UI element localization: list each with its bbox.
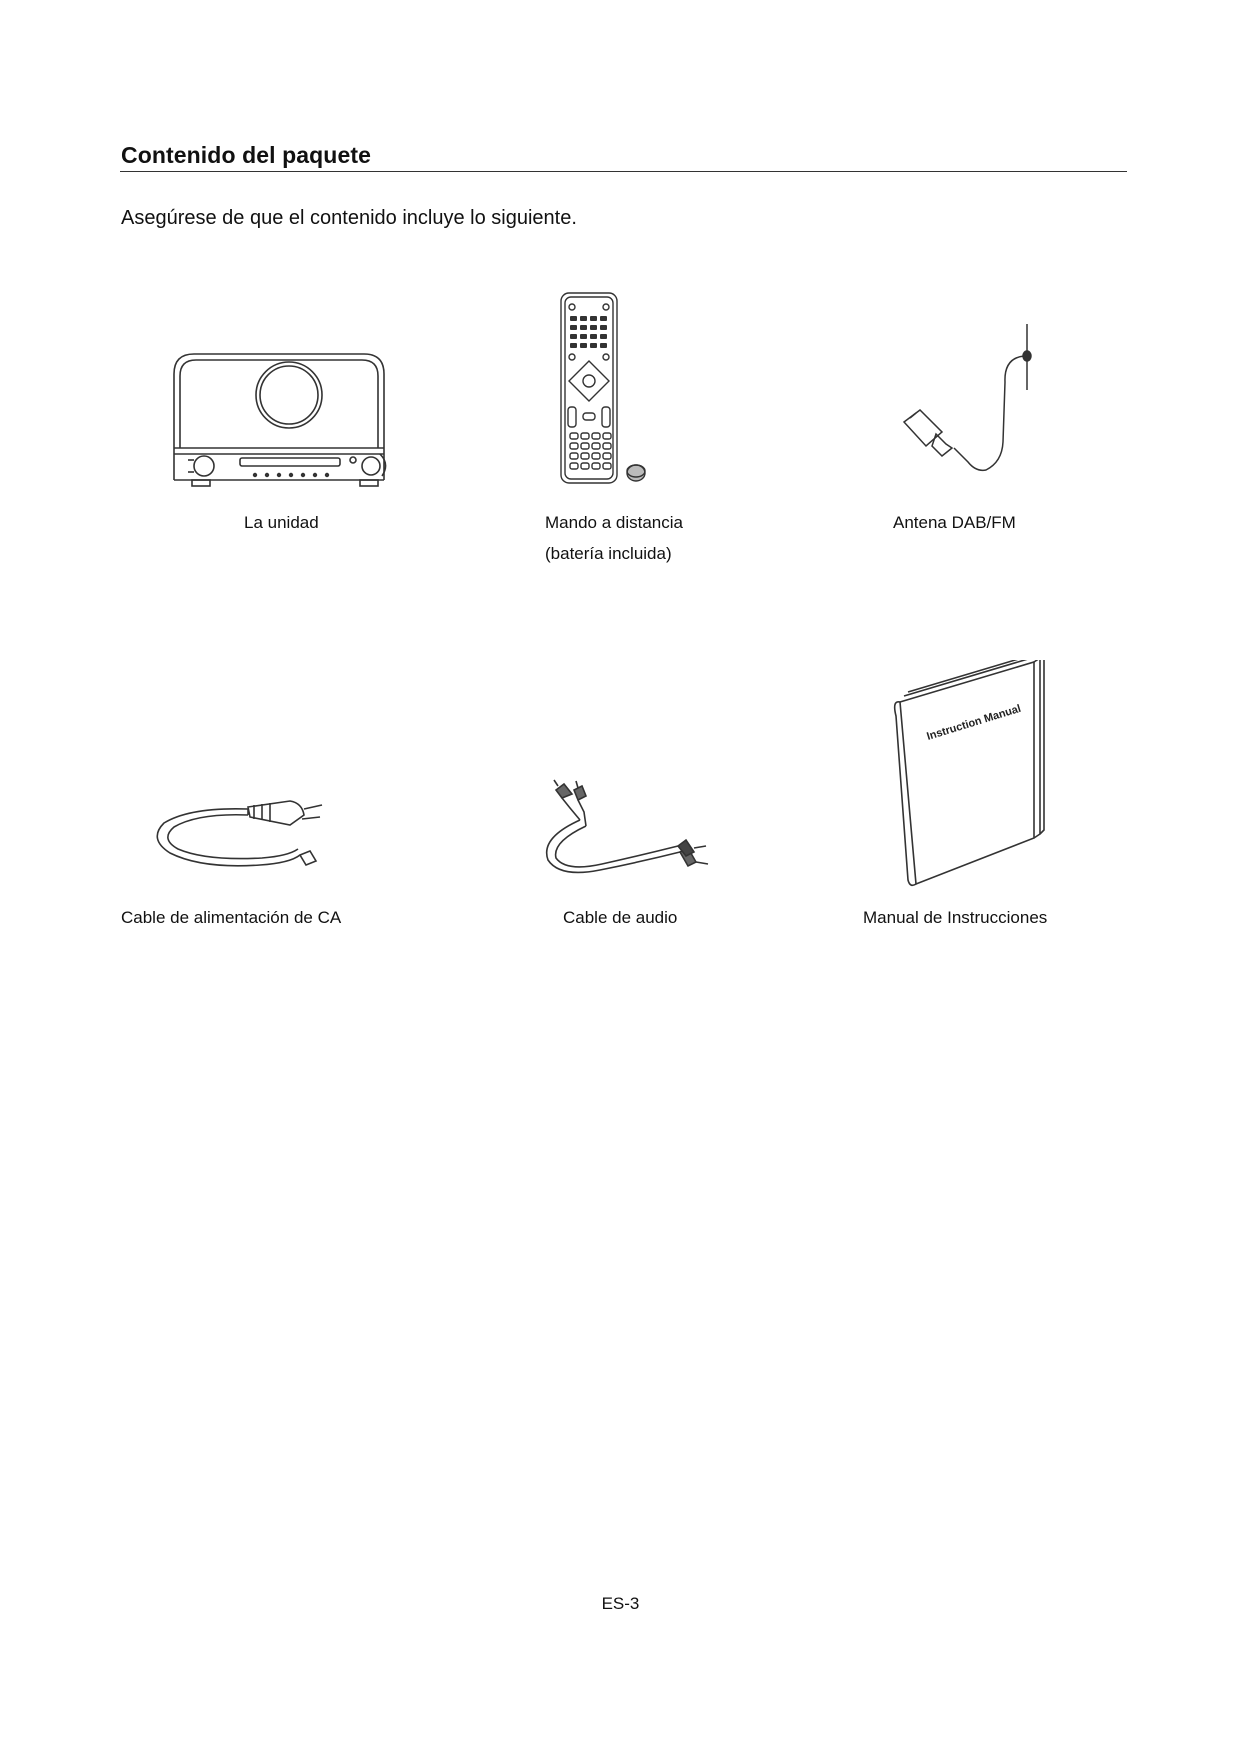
audio-cable-icon bbox=[540, 778, 725, 888]
remote-control-icon bbox=[557, 291, 652, 487]
caption-antenna: Antena DAB/FM bbox=[893, 513, 1016, 532]
page-number: ES-3 bbox=[601, 1594, 640, 1613]
caption-unit: La unidad bbox=[244, 513, 319, 532]
caption-power-cable: Cable de alimentación de CA bbox=[121, 908, 342, 927]
antenna-icon bbox=[896, 322, 1041, 492]
caption-audio-cable: Cable de audio bbox=[563, 908, 678, 927]
manual-book-icon bbox=[890, 660, 1050, 890]
caption-remote: Mando a distancia bbox=[545, 513, 683, 532]
caption-manual: Manual de Instrucciones bbox=[863, 908, 1048, 927]
audio-unit-icon bbox=[168, 348, 413, 488]
caption-remote-battery: (batería incluida) bbox=[545, 544, 672, 563]
power-cable-icon bbox=[150, 785, 350, 880]
section-title: Contenido del paquete bbox=[121, 142, 371, 168]
title-divider bbox=[120, 171, 1127, 172]
svg-text:Instruction Manual: Instruction Manual bbox=[925, 702, 1023, 743]
intro-text: Asegúrese de que el contenido incluye lo siguiente. bbox=[121, 207, 577, 229]
